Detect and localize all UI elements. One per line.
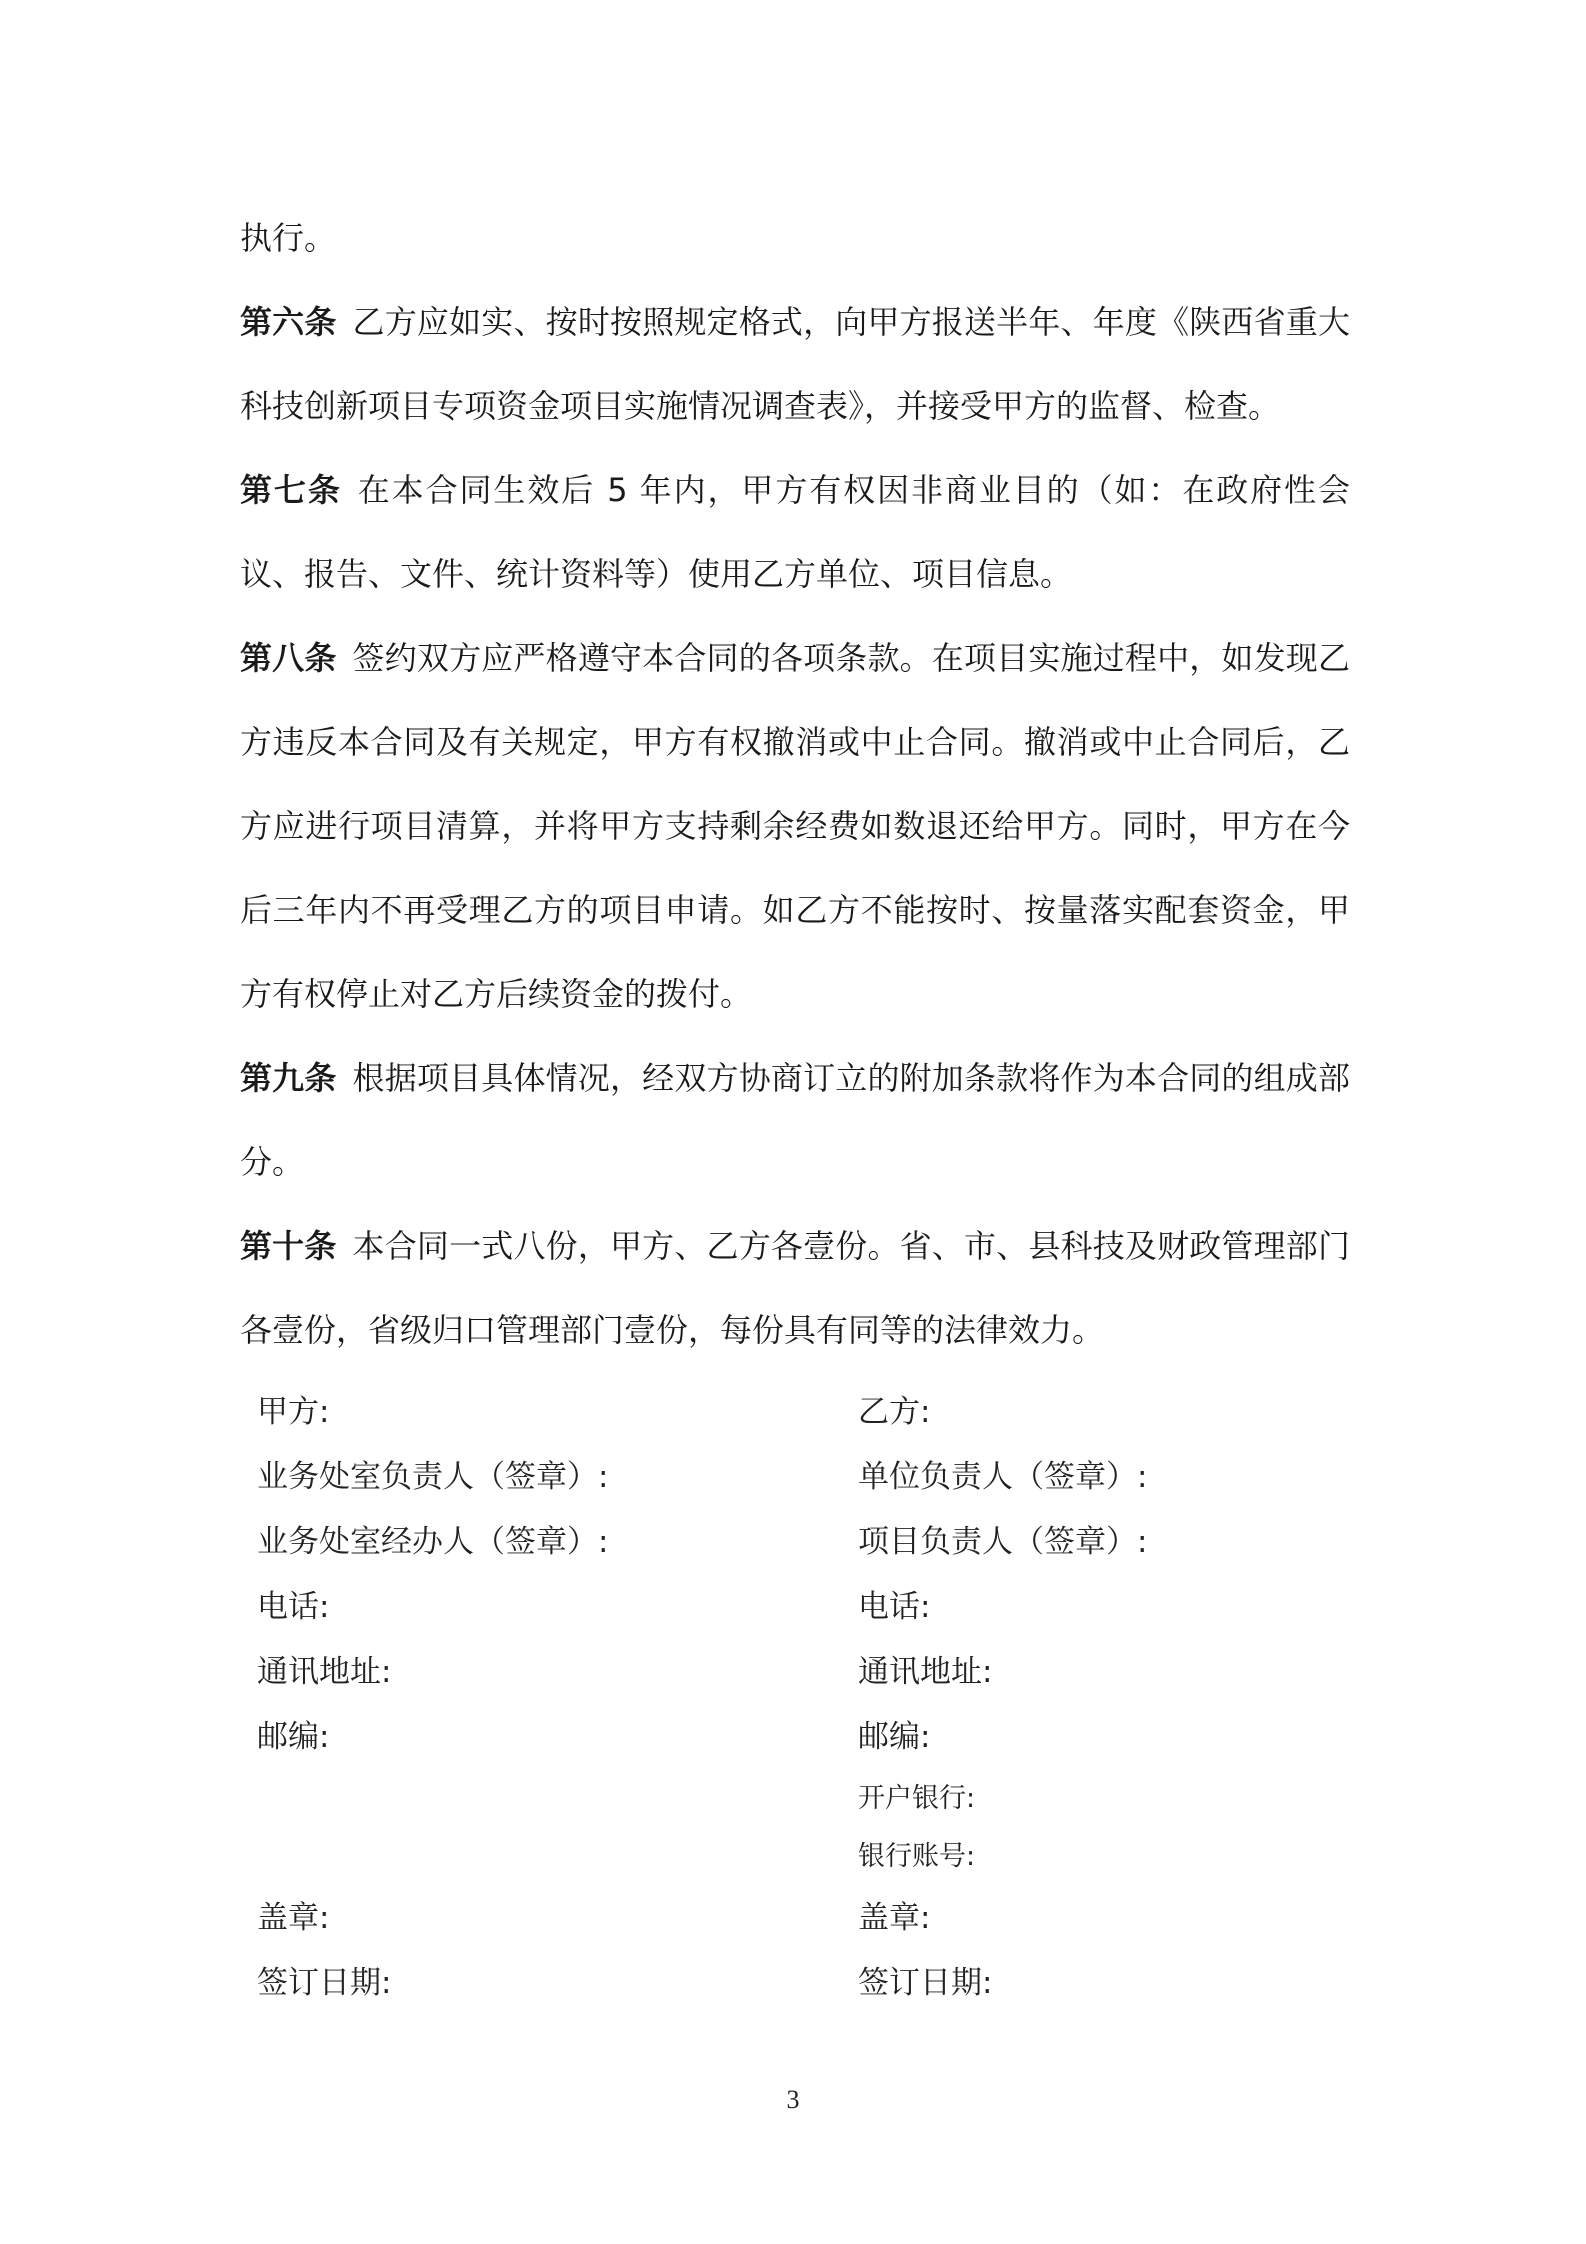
party-a-dept-head: 业务处室负责人（签章）: [257, 1459, 609, 1495]
article-continuation [240, 196, 1350, 280]
party-b-seal: 盖章: [858, 1900, 931, 1936]
article-9 [240, 1036, 1350, 1204]
party-b-project-head: 项目负责人（签章）: [858, 1524, 1148, 1560]
party-a-postcode: 邮编: [257, 1719, 330, 1755]
party-a-dept-handler: 业务处室经办人（签章）: [257, 1524, 609, 1560]
article-text: 签约双方应严格遵守本合同的各项条款。在项目实施过程中，如发现乙方违反本合同及有关规定，甲方有权撤消或中止合同。撤消或中止合同后，乙方应进行项目清算，并将甲方支持剩余经费如数退还给甲方。同时，甲方在今后三年内不再受理乙方的项目申请。如乙方不能按时、按量落实配套资金，甲方有权停止对乙方后续资金的拨付。 [240, 639, 1350, 1013]
party-a-phone: 电话: [257, 1589, 330, 1625]
party-b-unit-head: 单位负责人（签章）: [858, 1459, 1148, 1495]
party-b-sign-date: 签订日期: [858, 1965, 993, 2001]
party-b-title: 乙方: [858, 1394, 931, 1430]
party-b-bank: 开户银行: [858, 1783, 976, 1814]
party-b-address: 通讯地址: [858, 1654, 993, 1690]
page-number: 3 [786, 2085, 800, 2114]
party-a-address: 通讯地址: [257, 1654, 392, 1690]
article-7 [240, 448, 1350, 616]
article-text: 本合同一式八份，甲方、乙方各壹份。省、市、县科技及财政管理部门各壹份，省级归口管理部门壹份，每份具有同等的法律效力。 [240, 1227, 1350, 1349]
article-text: 执行。 [240, 219, 337, 257]
article-text: 根据项目具体情况，经双方协商订立的附加条款将作为本合同的组成部分。 [240, 1059, 1350, 1181]
party-a-sign-date: 签订日期: [257, 1965, 392, 2001]
article-6 [240, 280, 1350, 448]
party-a-spacer [257, 1770, 608, 1886]
article-text: 在本合同生效后 5 年内，甲方有权因非商业目的（如：在政府性会议、报告、文件、统计资料等）使用乙方单位、项目信息。 [240, 471, 1350, 593]
contract-body [240, 196, 1350, 1372]
party-b-column [858, 1380, 1147, 2016]
party-a-title: 甲方: [257, 1394, 330, 1430]
article-text: 乙方应如实、按时按照规定格式，向甲方报送半年、年度《陕西省重大科技创新项目专项资金项目实施情况调查表》，并接受甲方的监督、检查。 [240, 303, 1350, 425]
article-heading: 第九条 [240, 1059, 337, 1097]
article-heading: 第七条 [240, 471, 342, 509]
article-heading: 第六条 [240, 303, 337, 341]
party-b-phone: 电话: [858, 1589, 931, 1625]
article-8 [240, 616, 1350, 1036]
party-b-account: 银行账号: [858, 1841, 976, 1872]
party-a-seal: 盖章: [257, 1900, 330, 1936]
party-a-column [257, 1380, 608, 2016]
article-10 [240, 1204, 1350, 1372]
party-b-postcode: 邮编: [858, 1719, 931, 1755]
article-heading: 第十条 [240, 1227, 337, 1265]
article-heading: 第八条 [240, 639, 337, 677]
